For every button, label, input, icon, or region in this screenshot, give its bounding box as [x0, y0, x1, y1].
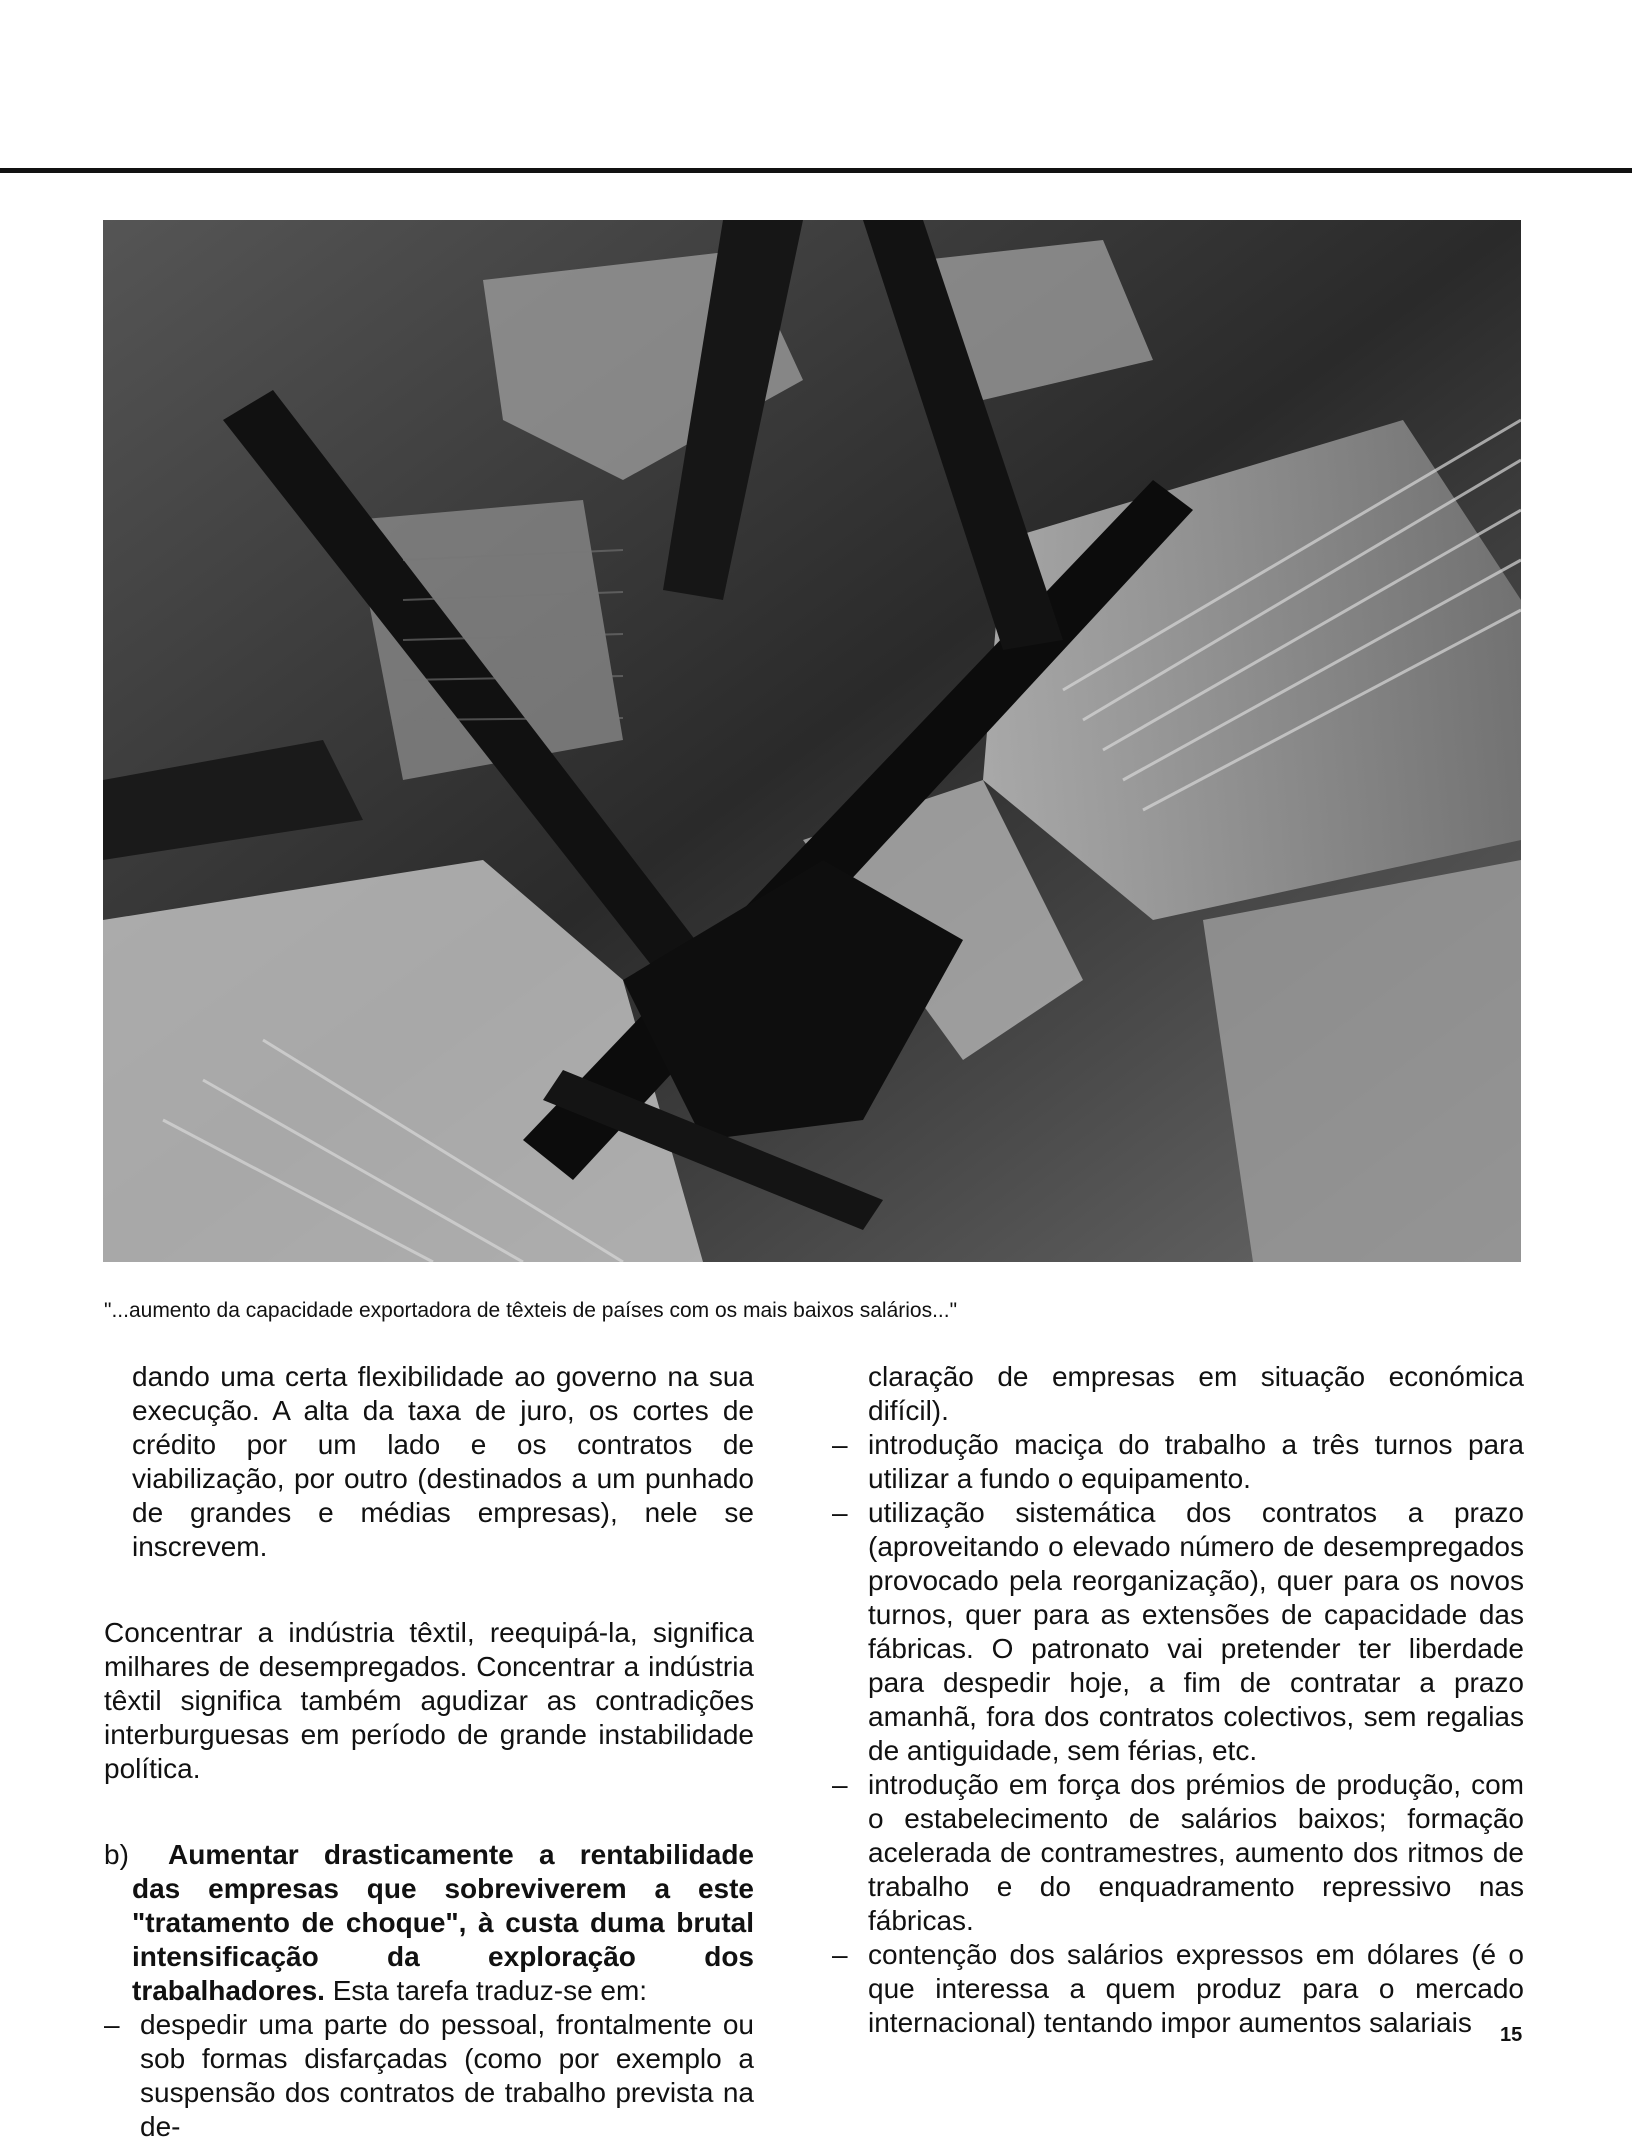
- intro-paragraph: dando uma certa flexibilidade ao governo na sua execução. A alta da taxa de juro, os cortes de crédito por um lado e os contratos de viabilização, por outro (destinados a um punhado de grandes e médias empresas), nele se inscrevem.: [132, 1361, 754, 1562]
- list-item-text: introdução maciça do trabalho a três turnos para utilizar a fundo o equipamento.: [868, 1429, 1524, 1494]
- list-item-text: introdução em força dos prémios de produção, com o estabelecimento de salários baixos; formação acelerada de contramestres, aumento dos ritmos de trabalho e do enquadramento repressivo nas fábricas.: [868, 1769, 1524, 1936]
- right-column: [832, 1360, 1524, 2040]
- dash-marker: –: [832, 1939, 848, 1970]
- list-item: [104, 2008, 754, 2144]
- list-item: [832, 1428, 1524, 1496]
- list-item-text: utilização sistemática dos contratos a prazo (aproveitando o elevado número de desempregados provocado pela reorganização), quer para os novos turnos, quer para as extensões de capacidade das fábricas. O patronato vai pretender ter liberdade para despedir hoje, a fim de contratar a prazo amanhã, fora dos contratos colectivos, sem regalias de antiguidade, sem férias, etc.: [868, 1497, 1524, 1766]
- photo-caption: "...aumento da capacidade exportadora de têxteis de países com os mais baixos salários...": [104, 1299, 958, 1322]
- page-number: 15: [1500, 2024, 1523, 2046]
- top-rule: [0, 168, 1632, 173]
- item-b-marker: b): [104, 1839, 129, 1870]
- list-item: [832, 1496, 1524, 1768]
- continuation-text: [832, 1360, 1524, 1428]
- list-item-text: contenção dos salários expressos em dólares (é o que interessa a quem produz para o mercado internacional) tentando impor aumentos salariais: [868, 1939, 1524, 2038]
- list-item-text: despedir uma parte do pessoal, frontalmente ou sob formas disfarçadas (como por exemplo a suspensão dos contratos de trabalho prevista na de-: [140, 2009, 754, 2142]
- list-item-b: [104, 1838, 754, 2008]
- left-column: [104, 1360, 754, 2144]
- item-b-bold-text: Aumentar drasticamente a rentabilidade das empresas que sobreviverem a este "tratamento de choque", à custa duma brutal intensificação da exploração dos trabalhadores.: [132, 1839, 754, 2006]
- dash-marker: –: [832, 1769, 848, 1800]
- textile-loom-photo: [103, 220, 1521, 1262]
- dash-marker: –: [832, 1429, 848, 1460]
- item-b-text: Esta tarefa traduz-se em:: [324, 1975, 648, 2006]
- dash-marker: –: [104, 2009, 120, 2040]
- concentration-paragraph: Concentrar a indústria têxtil, reequipá-la, significa milhares de desempregados. Concentrar a indústria têxtil significa também agudizar as contradições interburguesas em período de grande instabilidade política.: [104, 1617, 754, 1784]
- list-item: [832, 1938, 1524, 2040]
- list-item: [832, 1768, 1524, 1938]
- dash-marker: –: [832, 1497, 848, 1528]
- continuation-span: claração de empresas em situação económica difícil).: [868, 1361, 1524, 1426]
